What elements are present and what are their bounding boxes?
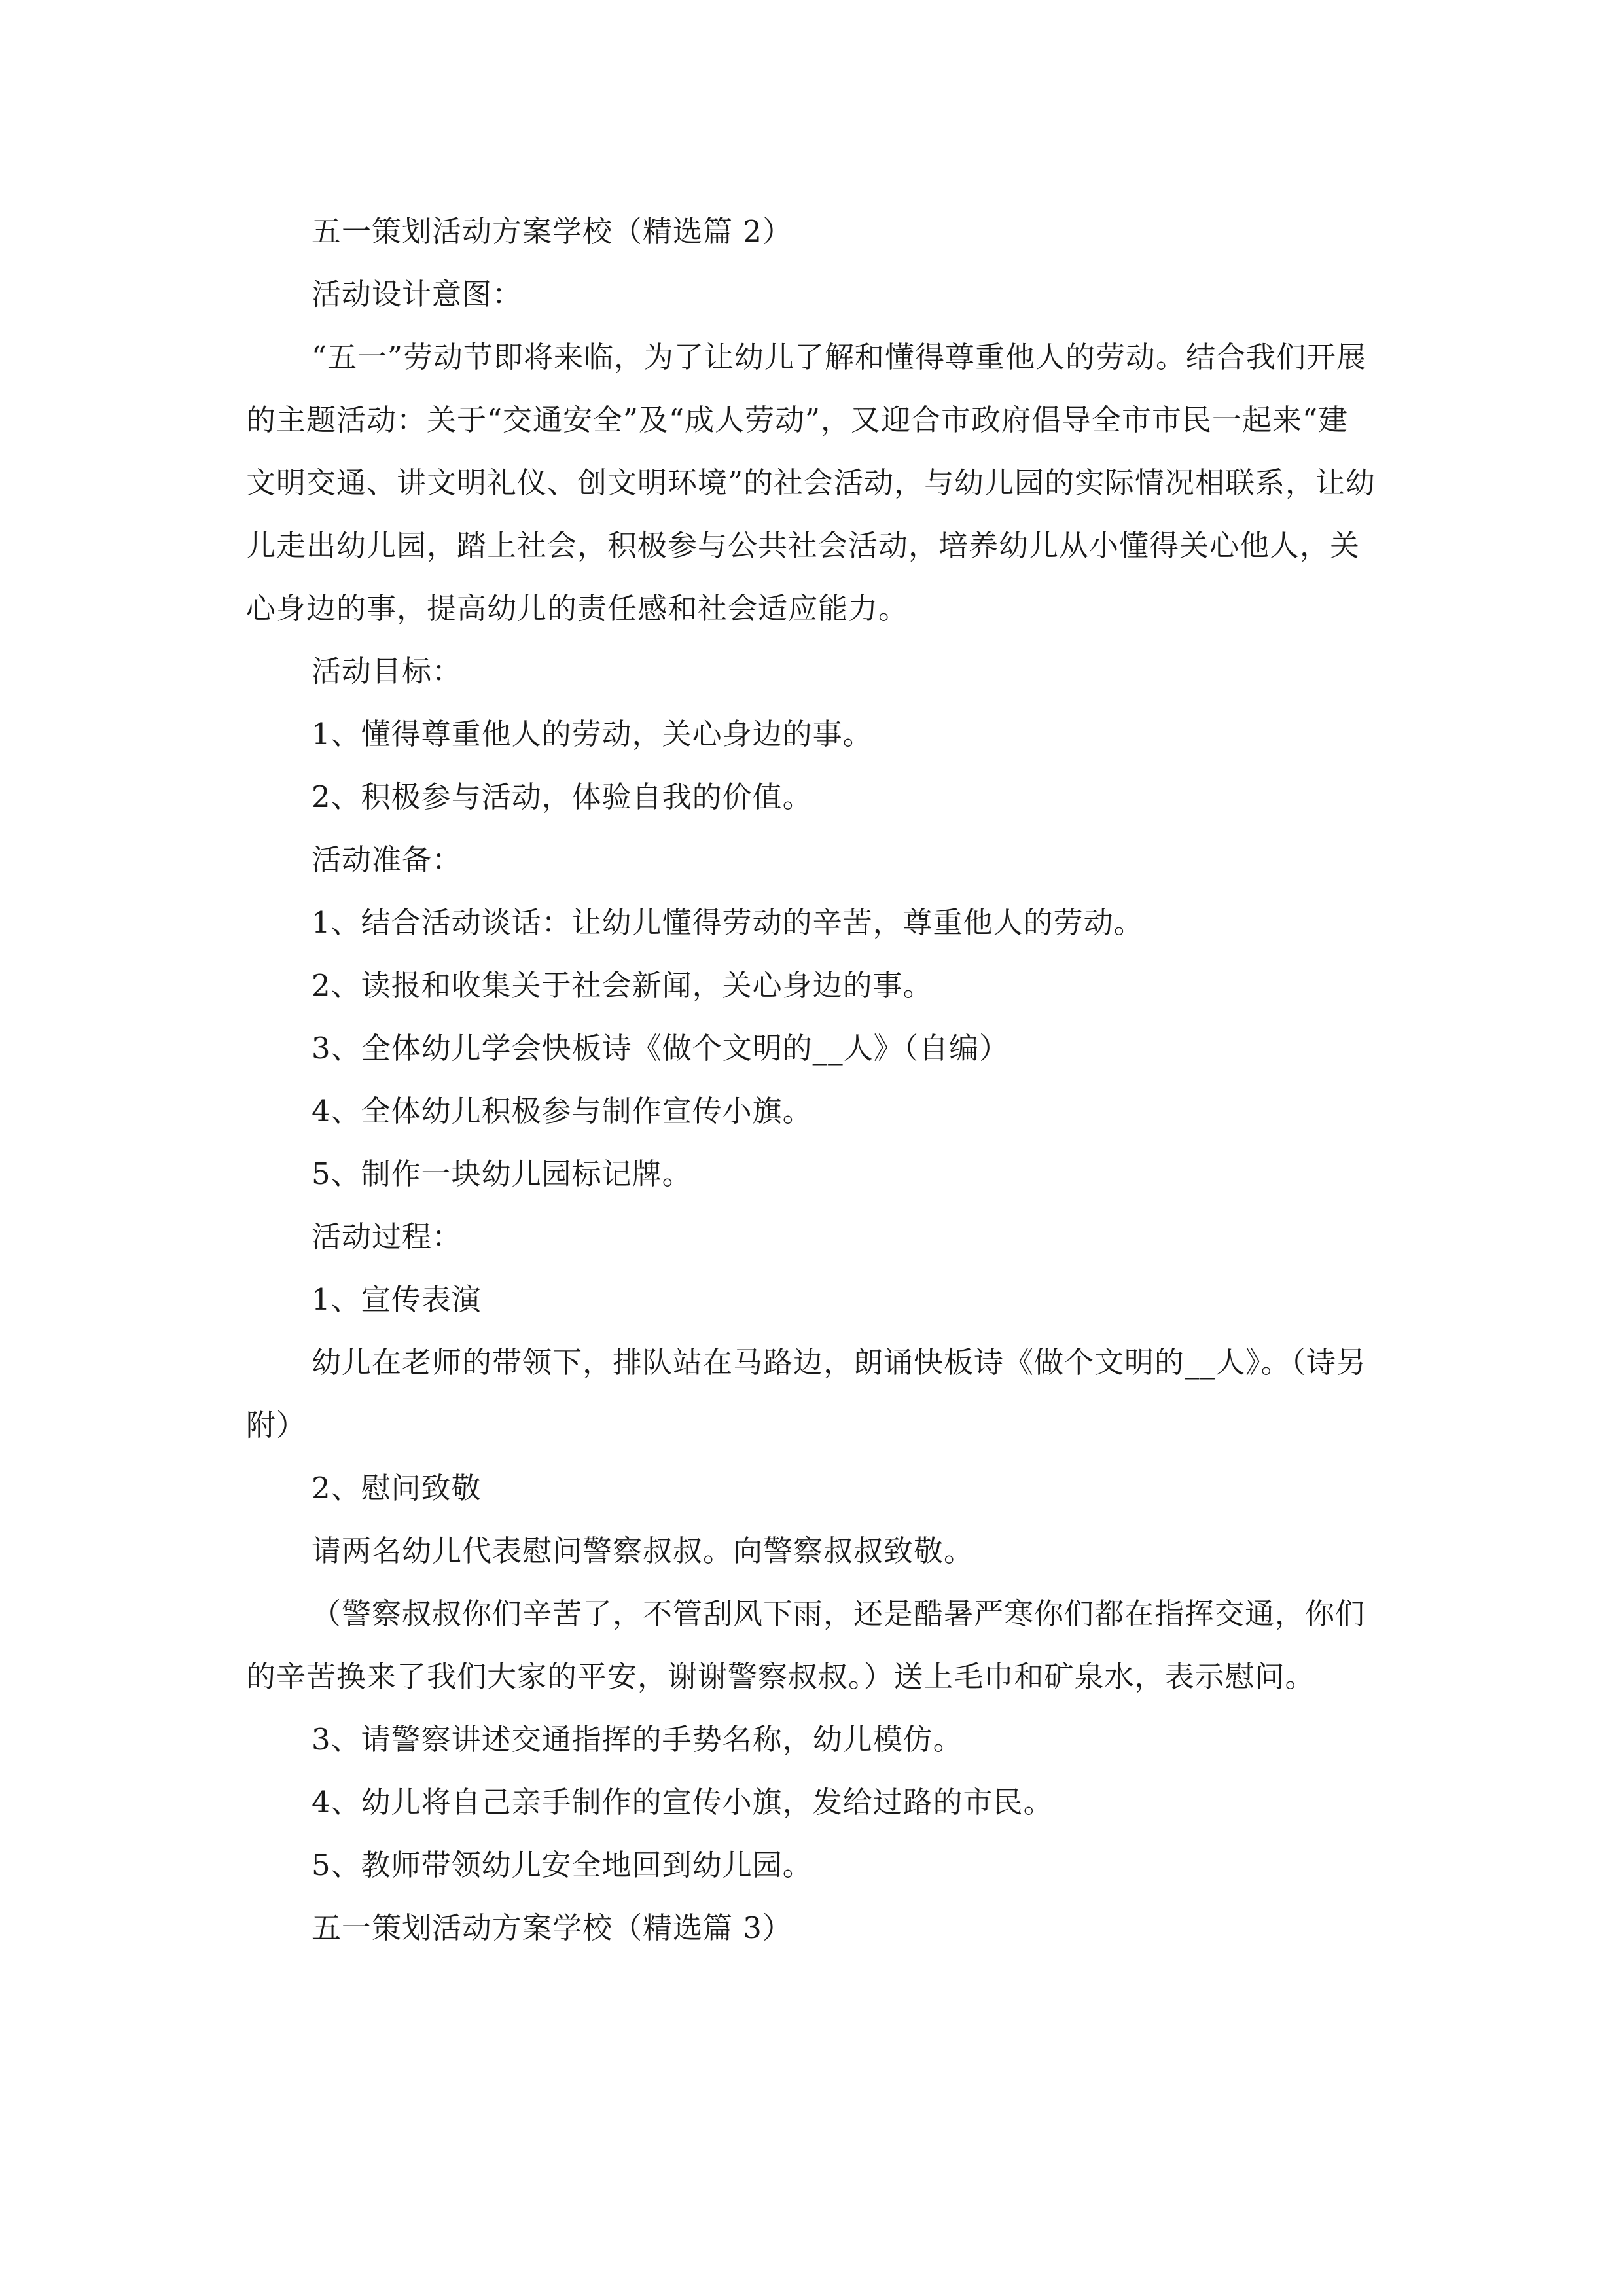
process-step-3: 3、请警察讲述交通指挥的手势名称，幼儿模仿。 — [312, 1722, 963, 1757]
preparation-item-2: 2、读报和收集关于社会新闻，关心身边的事。 — [312, 968, 933, 1003]
subheading-process: 活动过程： — [312, 1219, 463, 1254]
document-body — [246, 200, 1378, 1960]
subheading-design-intent: 活动设计意图： — [312, 277, 523, 312]
preparation-item-3: 3、全体幼儿学会快板诗《做个文明的__人》（自编） — [312, 1031, 1010, 1066]
section-heading-3: 五一策划活动方案学校（精选篇 3） — [312, 1910, 793, 1945]
subheading-goals: 活动目标： — [312, 654, 463, 689]
process-step-2-body: 请两名幼儿代表慰问警察叔叔。向警察叔叔致敬。 — [312, 1534, 974, 1568]
process-step-2-quote: （警察叔叔你们辛苦了，不管刮风下雨，还是酷暑严寒你们都在指挥交通，你们的辛苦换来了我们大家的平安，谢谢警察叔叔。）送上毛巾和矿泉水，表示慰问。 — [246, 1596, 1366, 1694]
process-step-1-title: 1、宣传表演 — [312, 1282, 482, 1317]
preparation-item-1: 1、结合活动谈话：让幼儿懂得劳动的辛苦，尊重他人的劳动。 — [312, 905, 1144, 940]
preparation-item-4: 4、全体幼儿积极参与制作宣传小旗。 — [312, 1094, 813, 1128]
process-step-2-title: 2、慰问致敬 — [312, 1471, 482, 1505]
process-step-1-body: 幼儿在老师的带领下，排队站在马路边，朗诵快板诗《做个文明的__人》。（诗另附） — [246, 1345, 1367, 1443]
goal-item-1: 1、懂得尊重他人的劳动，关心身边的事。 — [312, 717, 873, 751]
process-step-5: 5、教师带领幼儿安全地回到幼儿园。 — [312, 1848, 813, 1882]
preparation-item-5: 5、制作一块幼儿园标记牌。 — [312, 1157, 692, 1191]
process-step-4: 4、幼儿将自己亲手制作的宣传小旗，发给过路的市民。 — [312, 1785, 1054, 1820]
goal-item-2: 2、积极参与活动，体验自我的价值。 — [312, 780, 813, 814]
section-heading-2: 五一策划活动方案学校（精选篇 2） — [312, 214, 793, 249]
subheading-preparation: 活动准备： — [312, 842, 463, 877]
paragraph-design-intent: “五一”劳动节即将来临，为了让幼儿了解和懂得尊重他人的劳动。结合我们开展的主题活动：关于“交通安全”及“成人劳动”，又迎合市政府倡导全市市民一起来“建文明交通、讲文明礼仪、创文明环境”的社会活动，与幼儿园的实际情况相联系，让幼儿走出幼儿园，踏上社会，积极参与公共社会活动，培养幼儿从小懂得关心他人，关心身边的事，提高幼儿的责任感和社会适应能力。 — [246, 340, 1376, 626]
